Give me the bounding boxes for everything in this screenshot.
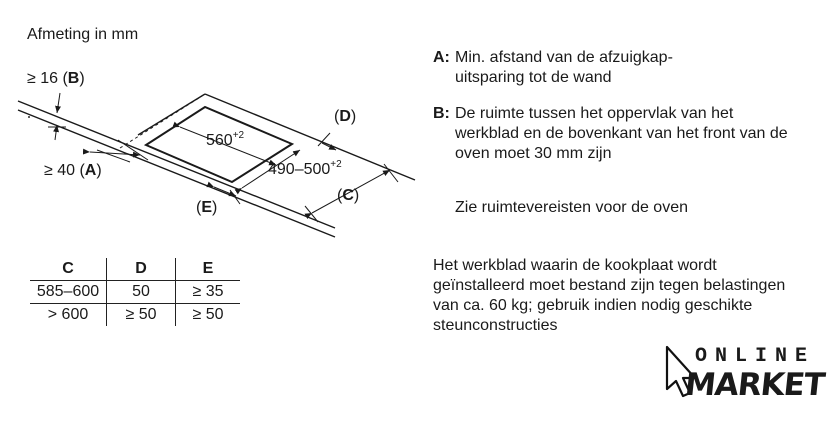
table-cell: ≥ 35 [176, 281, 241, 304]
b-leader [57, 93, 60, 113]
load-note: Het werkblad waarin de kookplaat wordt geïnstalleerd moet bestand zijn tegen belastingen van ca. 60 kg; gebruik indien nodig geschikte steunconstructies [433, 257, 786, 334]
table-cell: 585–600 [30, 281, 107, 304]
label-b: ≥ 16 (B) [27, 70, 85, 87]
label-e: (E) [196, 199, 218, 216]
table-row [30, 281, 240, 304]
label-a: ≥ 40 (A) [44, 162, 102, 179]
dimension-table [30, 258, 240, 326]
table-cell: 50 [107, 281, 176, 304]
page-title: Afmeting in mm [27, 26, 139, 43]
label-c: (C) [337, 187, 360, 204]
label-width: $560^{+2}$ [206, 130, 245, 149]
table-header-d: D [107, 258, 176, 281]
legend-b [433, 104, 833, 164]
c-tick-1 [305, 206, 318, 222]
label-depth: $490-500^{+2}$ [268, 159, 342, 178]
a-tick-2 [118, 140, 148, 160]
legend-b-key: B: [433, 105, 450, 122]
e-tick [230, 190, 240, 204]
a-dimension-line [90, 152, 140, 155]
legend-a [433, 48, 833, 88]
table-header-e: E [176, 258, 241, 281]
table-row [30, 304, 240, 327]
e-dimension-line [214, 187, 236, 196]
a-tick-1 [97, 150, 130, 162]
label-d: (D) [334, 108, 357, 125]
table-header-c: C [30, 258, 107, 281]
oven-requirements-note: Zie ruimtevereisten voor de oven [455, 199, 688, 216]
table-cell: ≥ 50 [107, 304, 176, 327]
table-cell: ≥ 50 [192, 306, 224, 323]
legend-a-key: A: [433, 49, 450, 66]
logo-line1: ONLINE [695, 345, 816, 368]
legend-a-text: Min. afstand van de afzuigkap-uitsparing tot de wand [455, 49, 673, 86]
legend-b-text: De ruimte tussen het oppervlak van het werkblad en de bovenkant van het front van de oven moet 30 mm zijn [455, 105, 788, 162]
logo-line2: MARKET [683, 367, 826, 403]
online-market-logo [663, 343, 828, 405]
c-tick-2 [384, 164, 398, 182]
table-cell: > 600 [30, 304, 107, 327]
